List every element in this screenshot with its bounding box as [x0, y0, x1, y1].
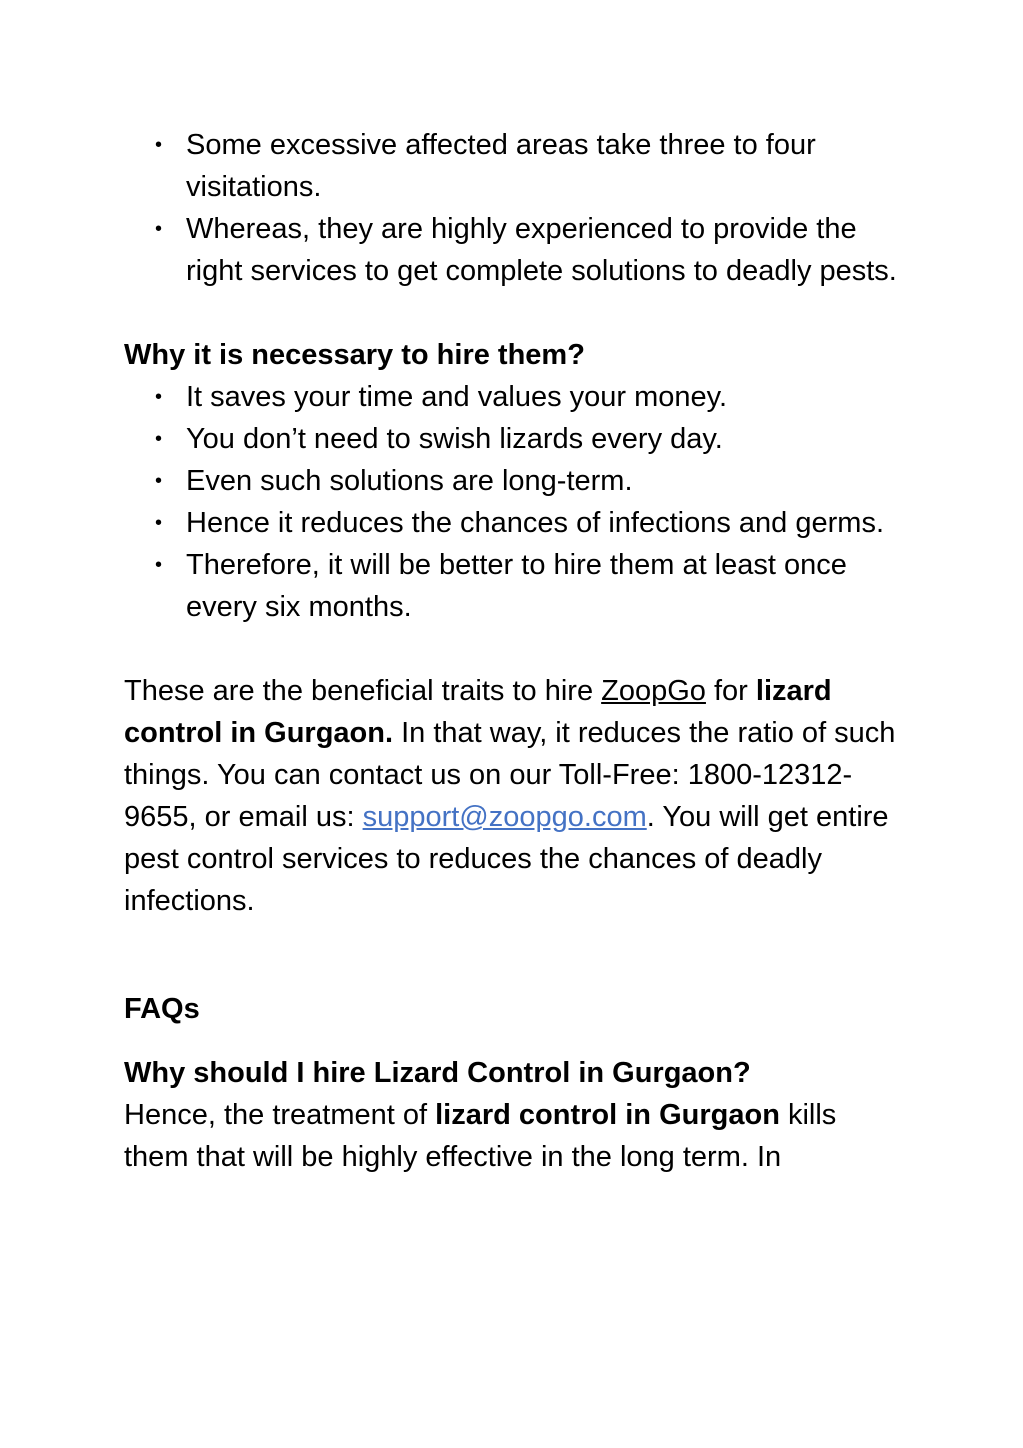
list-item-text: You don’t need to swish lizards every day. — [186, 423, 723, 455]
summary-text: for — [705, 675, 756, 707]
summary-text: . You will get entire pest control services to reduces the chances of deadly infections. — [124, 801, 889, 917]
bullet-list-reasons — [124, 376, 904, 628]
list-item — [124, 376, 904, 418]
faq-question: Why should I hire Lizard Control in Gurgaon? — [124, 1057, 751, 1089]
section-heading-why: Why it is necessary to hire them? — [124, 339, 585, 371]
list-item — [124, 502, 904, 544]
bullet-icon: • — [155, 134, 163, 156]
bullet-icon: • — [155, 554, 163, 576]
list-item — [124, 418, 904, 460]
faq-answer-text: kills them that will be highly effective in the long term. In — [124, 1099, 837, 1173]
support-email-link[interactable]: support@zoopgo.com — [362, 801, 647, 833]
faq-answer-text: Hence, the treatment of — [124, 1099, 436, 1131]
list-item-text: Some excessive affected areas take three to four visitations. — [186, 129, 816, 203]
list-item-text: It saves your time and values your money. — [186, 381, 728, 413]
bullet-icon: • — [155, 428, 163, 450]
faqs-heading: FAQs — [124, 993, 200, 1025]
summary-text: These are the beneficial traits to hire — [124, 675, 602, 707]
summary-text: In that way, it reduces the ratio of such things. You can contact us on our Toll-Free: 1800-12312-9655, or email us: — [124, 717, 896, 833]
document-page — [124, 124, 904, 1178]
bullet-icon: • — [155, 512, 163, 534]
list-item — [124, 124, 904, 208]
list-item-text: Whereas, they are highly experienced to provide the right services to get complete solutions to deadly pests. — [186, 213, 897, 287]
bullet-icon: • — [155, 470, 163, 492]
blank-line — [124, 628, 904, 670]
summary-bold-text: lizard control in Gurgaon. — [124, 675, 832, 749]
bullet-icon: • — [155, 218, 163, 240]
list-item — [124, 460, 904, 502]
list-item-text: Even such solutions are long-term. — [186, 465, 633, 497]
faq-answer-bold-text: lizard control in Gurgaon — [435, 1099, 780, 1131]
summary-paragraph — [124, 670, 904, 922]
list-item-text: Therefore, it will be better to hire them at least once every six months. — [186, 549, 847, 623]
faq-answer — [124, 1094, 904, 1178]
list-item — [124, 544, 904, 628]
list-item — [124, 208, 904, 292]
zoopgo-link[interactable]: ZoopGo — [601, 675, 706, 707]
blank-line — [124, 292, 904, 334]
bullet-list-visitations — [124, 124, 904, 292]
bullet-icon: • — [155, 386, 163, 408]
list-item-text: Hence it reduces the chances of infections and germs. — [186, 507, 884, 539]
